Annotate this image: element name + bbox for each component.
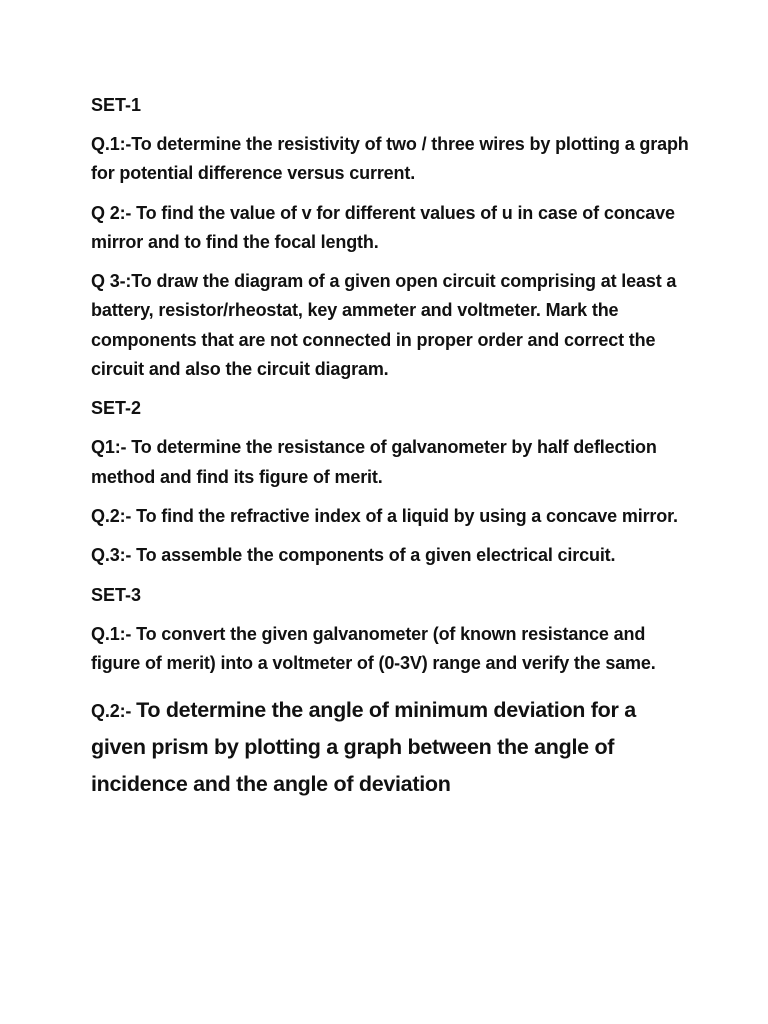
set-3-question-2 bbox=[91, 692, 691, 803]
document-page bbox=[91, 91, 691, 813]
set-1-question-2: Q 2:- To find the value of v for different values of u in case of concave mirror and to find the focal length. bbox=[91, 202, 675, 252]
set-2-question-1: Q1:- To determine the resistance of galvanometer by half deflection method and find its figure of merit. bbox=[91, 437, 657, 487]
question-text: To determine the angle of minimum deviation for a given prism by plotting a graph between the angle of incidence and the angle of deviation bbox=[91, 698, 636, 797]
set-1-question-1: Q.1:-To determine the resistivity of two / three wires by plotting a graph for potential difference versus current. bbox=[91, 134, 689, 184]
set-2-heading: SET-2 bbox=[91, 398, 142, 419]
set-2-question-3: Q.3:- To assemble the components of a given electrical circuit. bbox=[91, 545, 616, 566]
set-2-question-2: Q.2:- To find the refractive index of a liquid by using a concave mirror. bbox=[91, 505, 678, 526]
set-3-question-1: Q.1:- To convert the given galvanometer (of known resistance and figure of merit) into a voltmeter of (0-3V) range and verify the same. bbox=[91, 623, 656, 673]
set-1-question-3: Q 3-:To draw the diagram of a given open circuit comprising at least a battery, resistor/rheostat, key ammeter and voltmeter. Mark the components that are not connected in proper order and correct the circuit and also the circuit diagram. bbox=[91, 271, 677, 380]
question-prefix: Q.2:- bbox=[91, 701, 137, 722]
set-1-heading: SET-1 bbox=[91, 95, 142, 115]
set-3-heading: SET-3 bbox=[91, 584, 142, 605]
